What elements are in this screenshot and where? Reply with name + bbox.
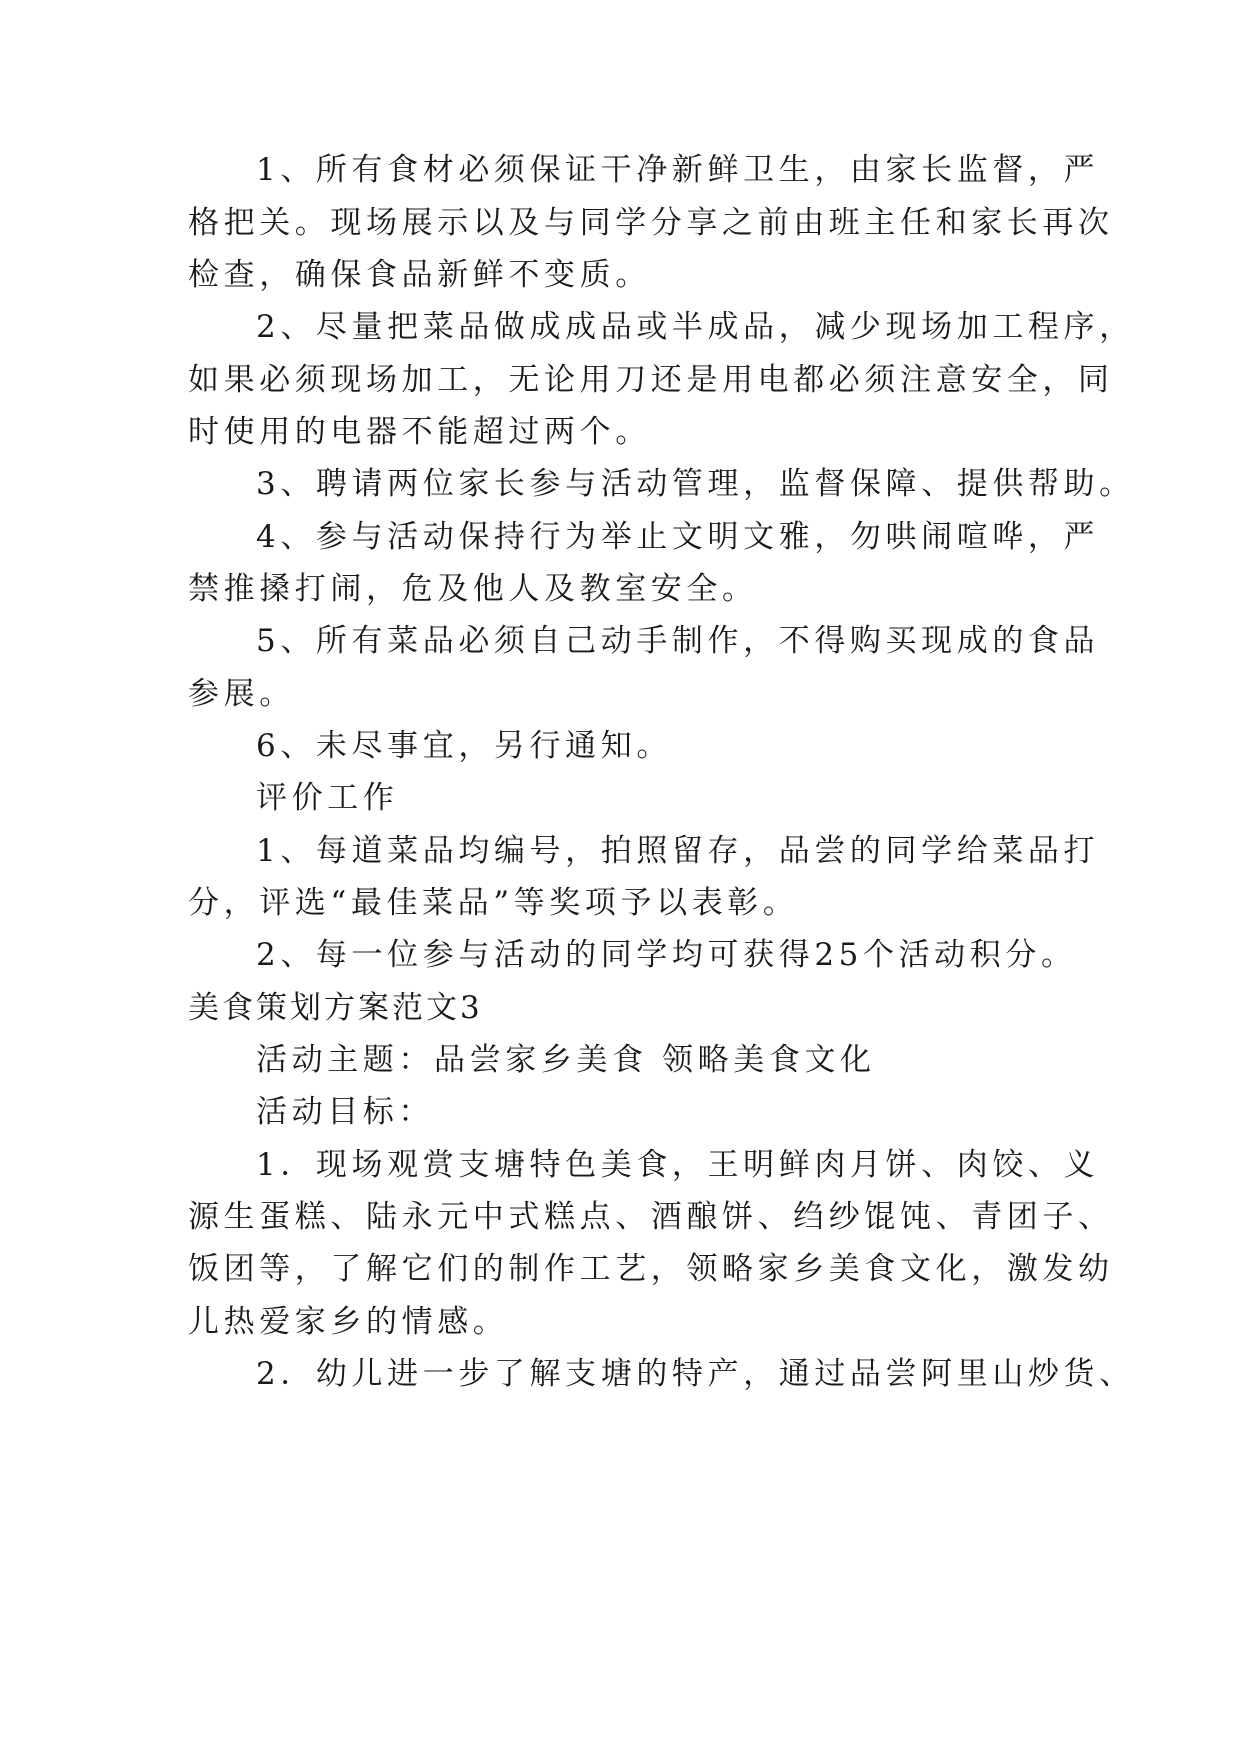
evaluation-item-1-line-1: 1、每道菜品均编号，拍照留存，品尝的同学给菜品打 xyxy=(256,833,1100,869)
paragraph-1-line-1: 1、所有食材必须保证干净新鲜卫生，由家长监督，严 xyxy=(256,152,1100,188)
goal-item-1-line-2: 源生蛋糕、陆永元中式糕点、酒酿饼、绉纱馄饨、青团子、 xyxy=(188,1199,1114,1235)
activity-goals-heading: 活动目标： xyxy=(256,1094,434,1130)
goal-item-1-line-1: 1．现场观赏支塘特色美食，王明鲜肉月饼、肉饺、义 xyxy=(256,1147,1100,1183)
goal-item-2-line-1: 2．幼儿进一步了解支塘的特产，通过品尝阿里山炒货、 xyxy=(256,1356,1135,1392)
paragraph-1-line-3: 检查，确保食品新鲜不变质。 xyxy=(188,257,651,293)
evaluation-item-2-line-1: 2、每一位参与活动的同学均可获得25个活动积分。 xyxy=(256,937,1077,973)
paragraph-5-line-2: 参展。 xyxy=(188,676,295,712)
paragraph-1-line-2: 格把关。现场展示以及与同学分享之前由班主任和家长再次 xyxy=(188,205,1114,241)
paragraph-3-line-1: 3、聘请两位家长参与活动管理，监督保障、提供帮助。 xyxy=(256,466,1135,502)
paragraph-2-line-1: 2、尽量把菜品做成成品或半成品，减少现场加工程序， xyxy=(256,309,1135,345)
goal-item-1-line-3: 饭团等，了解它们的制作工艺，领略家乡美食文化，激发幼 xyxy=(188,1251,1114,1287)
paragraph-2-line-2: 如果必须现场加工，无论用刀还是用电都必须注意安全，同 xyxy=(188,362,1114,398)
paragraph-6-line-1: 6、未尽事宜，另行通知。 xyxy=(256,728,672,764)
section-heading-evaluation: 评价工作 xyxy=(256,780,399,816)
paragraph-5-line-1: 5、所有菜品必须自己动手制作，不得购买现成的食品 xyxy=(256,623,1100,659)
paragraph-4-line-1: 4、参与活动保持行为举止文明文雅，勿哄闹喧哗，严 xyxy=(256,519,1100,555)
evaluation-item-1-line-2: 分，评选“最佳菜品”等奖项予以表彰。 xyxy=(188,885,799,921)
paragraph-2-line-3: 时使用的电器不能超过两个。 xyxy=(188,414,651,450)
paragraph-4-line-2: 禁推搡打闹，危及他人及教室安全。 xyxy=(188,571,758,607)
document-section-title: 美食策划方案范文3 xyxy=(188,990,483,1026)
goal-item-1-line-4: 儿热爱家乡的情感。 xyxy=(188,1304,509,1340)
activity-theme: 活动主题：品尝家乡美食 领略美食文化 xyxy=(256,1042,876,1078)
